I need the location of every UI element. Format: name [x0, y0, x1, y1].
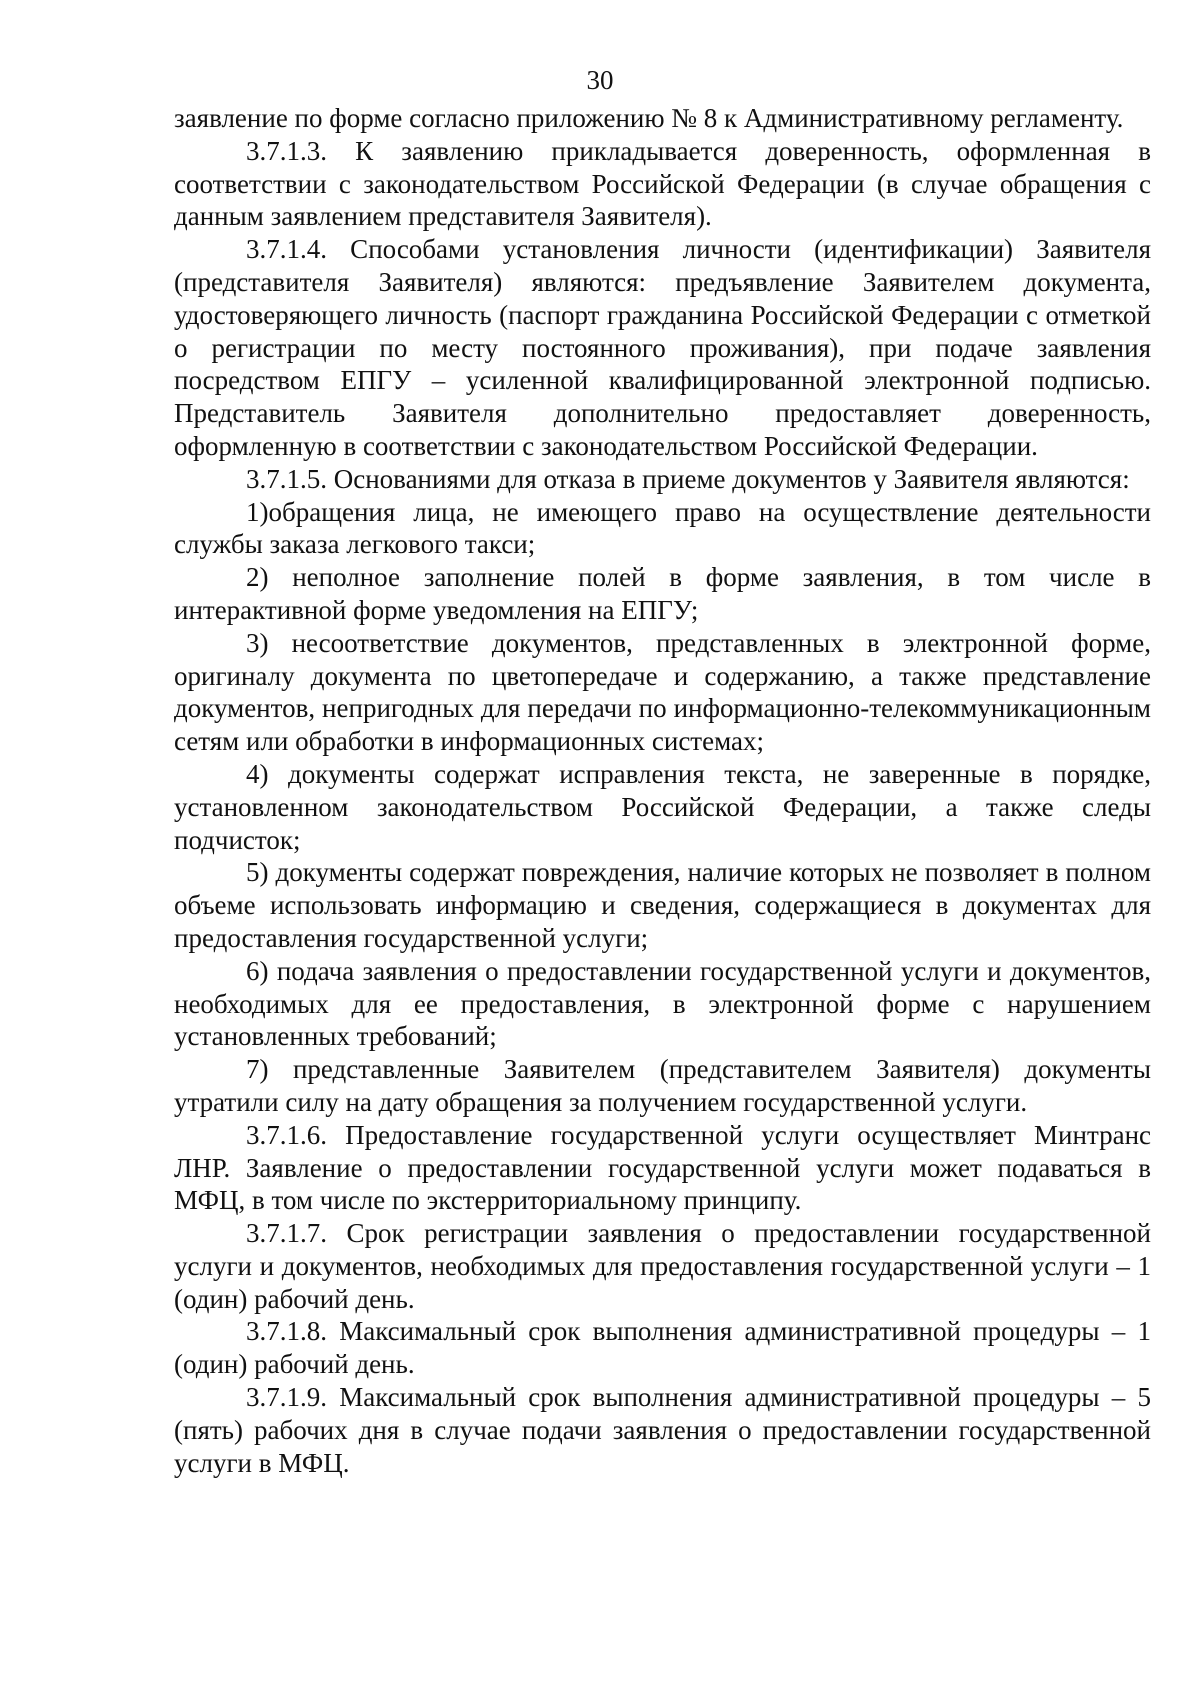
paragraph-3-7-1-6: 3.7.1.6. Предоставление государственной услуги осуществляет Минтранс ЛНР. Заявление о предоставлении государственной услуги может подаваться в МФЦ, в том числе по экстерриториальному принципу. [174, 1119, 1151, 1216]
page-number: 30 [586, 65, 614, 95]
paragraph-3-7-1-5: 3.7.1.5. Основаниями для отказа в приеме документов у Заявителя являются: [246, 463, 1130, 494]
list-item-4: 4) документы содержат исправления текста, не заверенные в порядке, установленном законодательством Российской Федерации, а также следы подчисток; [174, 758, 1151, 855]
list-item-1: 1)обращения лица, не имеющего право на осуществление деятельности службы заказа легкового такси; [174, 496, 1151, 560]
paragraph-3-7-1-3: 3.7.1.3. К заявлению прикладывается доверенность, оформленная в соответствии с законодательством Российской Федерации (в случае обращения с данным заявлением представителя Заявителя). [174, 135, 1151, 232]
list-item-3: 3) несоответствие документов, представленных в электронной форме, оригиналу документа по цветопередаче и содержанию, а также представление документов, непригодных для передачи по информационно-телекоммуникационным сетям или обработки в информационных системах; [174, 627, 1151, 757]
paragraph-3-7-1-8: 3.7.1.8. Максимальный срок выполнения административной процедуры – 1 (один) рабочий день. [174, 1316, 1151, 1380]
document-body [174, 102, 1151, 1479]
paragraph-3-7-1-9: 3.7.1.9. Максимальный срок выполнения административной процедуры – 5 (пять) рабочих дня в случае подачи заявления о предоставлении государственной услуги в МФЦ. [174, 1382, 1151, 1478]
list-item-2: 2) неполное заполнение полей в форме заявления, в том числе в интерактивной форме уведомления на ЕПГУ; [174, 562, 1151, 625]
list-item-5: 5) документы содержат повреждения, наличие которых не позволяет в полном объеме использовать информацию и сведения, содержащиеся в документах для предоставления государственной услуги; [174, 857, 1151, 953]
list-item-6: 6) подача заявления о предоставлении государственной услуги и документов, необходимых для ее предоставления, в электронной форме с нарушением установленных требований; [174, 955, 1151, 1052]
paragraph-continuation: заявление по форме согласно приложению № 8 к Административному регламенту. [174, 103, 1124, 133]
paragraph-3-7-1-4: 3.7.1.4. Способами установления личности (идентификации) Заявителя (представителя Заявителя) являются: предъявление Заявителем документа, удостоверяющего личность (паспорт гражданина Российской Федерации с отметкой о регистрации по месту постоянного проживания), при подаче заявления посредством ЕПГУ – усиленной квалифицированной электронной подписью. Представитель Заявителя дополнительно предоставляет доверенность, оформленную в соответствии с законодательством Российской Федерации. [174, 234, 1151, 461]
paragraph-3-7-1-7: 3.7.1.7. Срок регистрации заявления о предоставлении государственной услуги и документов, необходимых для предоставления государственной услуги – 1 (один) рабочий день. [174, 1218, 1151, 1314]
list-item-7: 7) представленные Заявителем (представителем Заявителя) документы утратили силу на дату обращения за получением государственной услуги. [174, 1054, 1151, 1117]
